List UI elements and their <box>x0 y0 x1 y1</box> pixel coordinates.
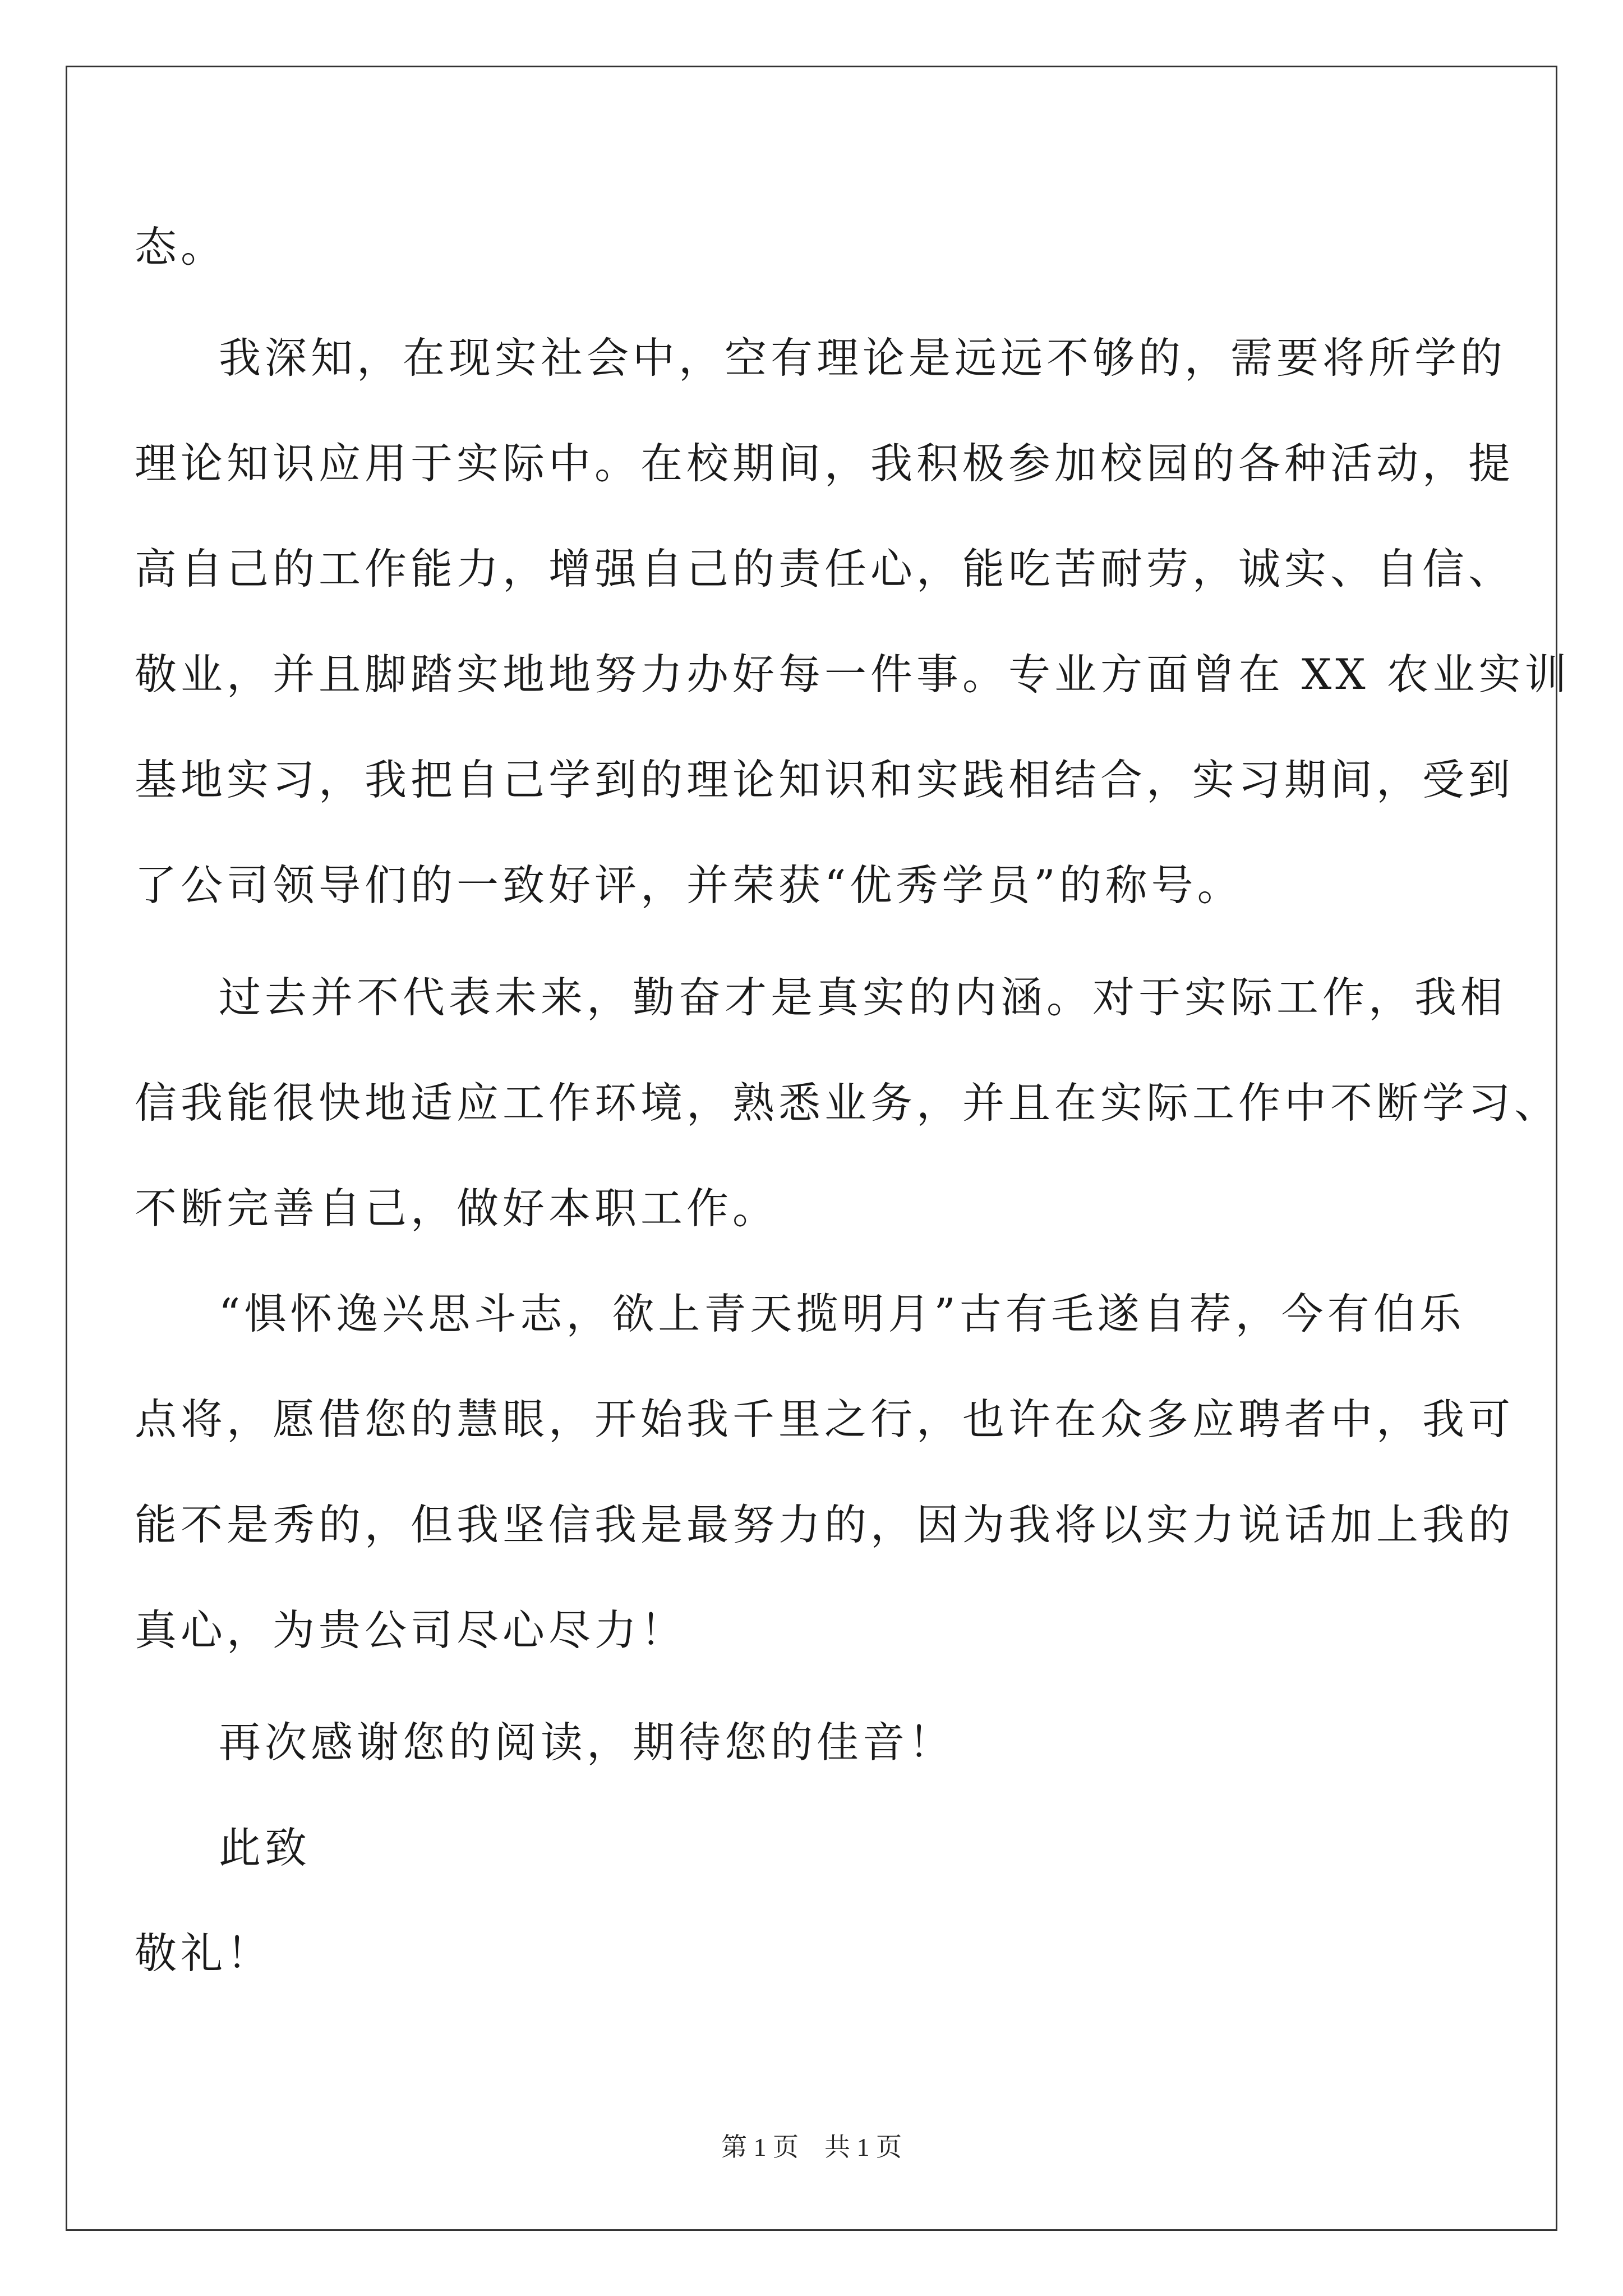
text-line: 我深知，在现实社会中，空有理论是远远不够的，需要将所学的 <box>219 333 1507 383</box>
text-line: 敬业，并且脚踏实地地努力办好每一件事。专业方面曾在 XX 农业实训 <box>135 650 1571 699</box>
text-line: 理论知识应用于实际中。在校期间，我积极参加校园的各种活动，提 <box>135 439 1515 488</box>
text-line: 了公司领导们的一致好评，并荣获“优秀学员”的称号。 <box>135 861 1243 910</box>
text-line: 高自己的工作能力，增强自己的责任心，能吃苦耐劳，诚实、自信、 <box>135 544 1515 593</box>
text-line: 基地实习，我把自己学到的理论知识和实践相结合，实习期间，受到 <box>135 755 1515 804</box>
closing-regards: 敬礼！ <box>135 1929 273 1978</box>
text-line: 信我能很快地适应工作环境，熟悉业务，并且在实际工作中不断学习、 <box>135 1078 1561 1128</box>
text-line: “惧怀逸兴思斗志，欲上青天揽明月”古有毛遂自荐，今有伯乐 <box>219 1289 1465 1338</box>
text-line: 点将，愿借您的慧眼，开始我千里之行，也许在众多应聘者中，我可 <box>135 1395 1515 1444</box>
text-line: 再次感谢您的阅读，期待您的佳音！ <box>219 1718 955 1767</box>
closing-salutation: 此致 <box>219 1823 311 1872</box>
text-line: 过去并不代表未来，勤奋才是真实的内涵。对于实际工作，我相 <box>219 973 1507 1022</box>
text-line: 真心，为贵公司尽心尽力！ <box>135 1605 687 1655</box>
page-border <box>66 66 1557 2231</box>
text-line: 能不是秀的，但我坚信我是最努力的，因为我将以实力说话加上我的 <box>135 1500 1515 1549</box>
text-line: 态。 <box>135 222 227 272</box>
page-number-footer: 第 1 页 共 1 页 <box>721 2133 902 2161</box>
text-line: 不断完善自己，做好本职工作。 <box>135 1184 779 1233</box>
